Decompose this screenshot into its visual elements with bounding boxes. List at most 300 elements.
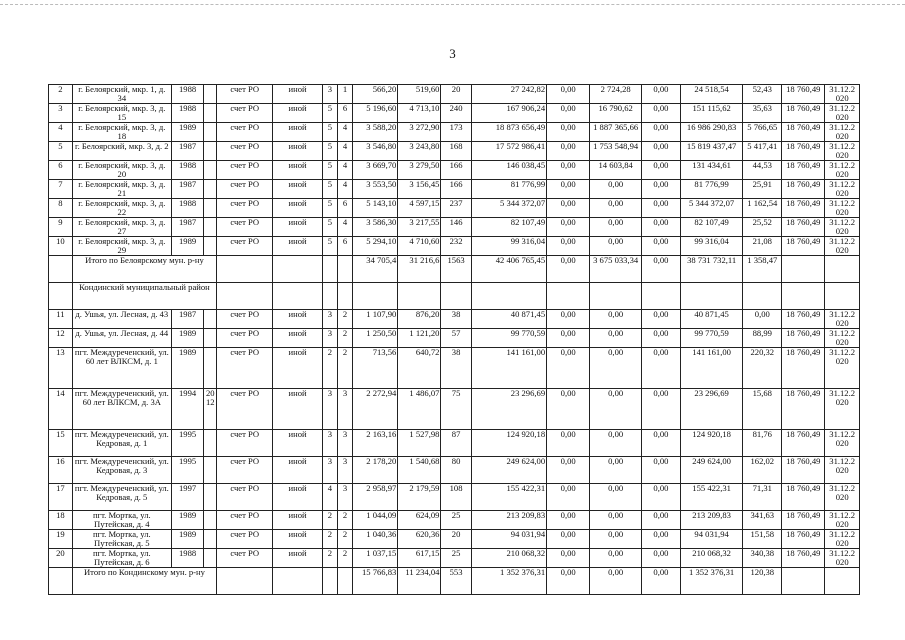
cost-part-2-cell: 14 603,84 — [590, 161, 642, 180]
cost-part-4-cell: 210 068,32 — [680, 549, 743, 568]
total-area-cell: 5 143,10 — [353, 199, 398, 218]
table-cell — [337, 568, 352, 595]
entrances-cell: 4 — [337, 161, 352, 180]
cost-part-2-cell: 0,00 — [590, 530, 642, 549]
table-cell — [825, 283, 860, 310]
table-row — [49, 549, 860, 568]
cost-part-3-cell: 0,00 — [642, 568, 681, 595]
cost-part-1-cell: 0,00 — [547, 123, 590, 142]
table-cell — [273, 256, 323, 283]
cost-part-1-cell: 0,00 — [547, 457, 590, 484]
cost-part-4-cell: 82 107,49 — [680, 218, 743, 237]
year-repair-cell — [204, 123, 217, 142]
address-cell: пгт. Мортка, ул. Путейская, д. 5 — [72, 530, 171, 549]
table-cell — [825, 568, 860, 595]
cost-part-4-cell: 15 819 437,47 — [680, 142, 743, 161]
row-number-cell: 19 — [49, 530, 73, 549]
address-cell: г. Белоярский, мкр. 3, д. 2 — [72, 142, 171, 161]
cost-part-2-cell: 16 790,62 — [590, 104, 642, 123]
total-cost-cell: 155 422,31 — [471, 484, 546, 511]
cost-part-3-cell: 0,00 — [642, 329, 681, 348]
cost-part-3-cell: 0,00 — [642, 237, 681, 256]
total-cost-cell: 167 906,24 — [471, 104, 546, 123]
cost-part-4-cell: 38 731 732,11 — [680, 256, 743, 283]
year-repair-cell — [204, 549, 217, 568]
deadline-date-cell: 31.12.2 020 — [825, 389, 860, 430]
floors-cell: 2 — [322, 348, 337, 389]
total-area-cell: 3 669,70 — [353, 161, 398, 180]
total-area-cell: 1 107,90 — [353, 310, 398, 329]
cost-part-2-cell: 0,00 — [590, 310, 642, 329]
cost-part-4-cell: 124 920,18 — [680, 430, 743, 457]
wall-type-cell: иной — [273, 85, 323, 104]
address-cell: пгт. Мортка, ул. Путейская, д. 6 — [72, 549, 171, 568]
cost-part-1-cell: 0,00 — [547, 218, 590, 237]
cost-limit-cell: 18 760,49 — [782, 85, 825, 104]
deadline-date-cell: 31.12.2 020 — [825, 123, 860, 142]
total-cost-cell: 5 344 372,07 — [471, 199, 546, 218]
cost-part-1-cell: 0,00 — [547, 484, 590, 511]
wall-type-cell: иной — [273, 530, 323, 549]
residents-cell: 57 — [441, 329, 471, 348]
table-cell — [825, 256, 860, 283]
row-number-cell: 16 — [49, 457, 73, 484]
year-built-cell: 1989 — [171, 237, 203, 256]
year-built-cell: 1988 — [171, 85, 203, 104]
table-cell — [273, 283, 323, 310]
cost-part-3-cell: 0,00 — [642, 389, 681, 430]
funding-source-cell: счет РО — [217, 123, 273, 142]
year-built-cell: 1988 — [171, 161, 203, 180]
wall-type-cell: иной — [273, 484, 323, 511]
unit-cost-cell: 52,43 — [743, 85, 782, 104]
cost-part-2-cell: 0,00 — [590, 329, 642, 348]
living-area-cell: 3 217,55 — [398, 218, 441, 237]
funding-source-cell: счет РО — [217, 161, 273, 180]
total-cost-cell: 17 572 986,41 — [471, 142, 546, 161]
subtotal-row — [49, 568, 860, 595]
entrances-cell: 6 — [337, 104, 352, 123]
row-number-cell: 4 — [49, 123, 73, 142]
district-header: Кондинский муниципальный район — [72, 283, 216, 310]
year-repair-cell — [204, 180, 217, 199]
residents-cell: 25 — [441, 549, 471, 568]
deadline-date-cell: 31.12.2 020 — [825, 161, 860, 180]
year-built-cell: 1988 — [171, 199, 203, 218]
address-cell: г. Белоярский, мкр. 3, д. 22 — [72, 199, 171, 218]
cost-part-1-cell: 0,00 — [547, 549, 590, 568]
living-area-cell: 3 156,45 — [398, 180, 441, 199]
floors-cell: 3 — [322, 310, 337, 329]
residents-cell: 80 — [441, 457, 471, 484]
floors-cell: 5 — [322, 161, 337, 180]
entrances-cell: 4 — [337, 180, 352, 199]
living-area-cell: 11 234,04 — [398, 568, 441, 595]
wall-type-cell: иной — [273, 142, 323, 161]
year-built-cell: 1995 — [171, 457, 203, 484]
funding-source-cell: счет РО — [217, 530, 273, 549]
residents-cell: 166 — [441, 161, 471, 180]
cost-limit-cell: 18 760,49 — [782, 484, 825, 511]
year-built-cell: 1989 — [171, 530, 203, 549]
funding-source-cell: счет РО — [217, 237, 273, 256]
entrances-cell: 3 — [337, 457, 352, 484]
year-repair-cell — [204, 142, 217, 161]
table-row — [49, 484, 860, 511]
living-area-cell: 617,15 — [398, 549, 441, 568]
funding-source-cell: счет РО — [217, 348, 273, 389]
unit-cost-cell: 21,08 — [743, 237, 782, 256]
table-row — [49, 348, 860, 389]
table-cell — [217, 283, 273, 310]
cost-part-2-cell: 0,00 — [590, 199, 642, 218]
wall-type-cell: иной — [273, 457, 323, 484]
row-number-cell: 18 — [49, 511, 73, 530]
living-area-cell: 1 540,68 — [398, 457, 441, 484]
cost-limit-cell: 18 760,49 — [782, 389, 825, 430]
unit-cost-cell: 120,38 — [743, 568, 782, 595]
year-repair-cell — [204, 199, 217, 218]
total-cost-cell: 141 161,00 — [471, 348, 546, 389]
entrances-cell: 2 — [337, 329, 352, 348]
residents-cell: 553 — [441, 568, 471, 595]
cost-limit-cell: 18 760,49 — [782, 104, 825, 123]
funding-source-cell: счет РО — [217, 329, 273, 348]
cost-limit-cell: 18 760,49 — [782, 511, 825, 530]
unit-cost-cell: 25,91 — [743, 180, 782, 199]
cost-part-4-cell: 23 296,69 — [680, 389, 743, 430]
year-built-cell: 1988 — [171, 104, 203, 123]
cost-limit-cell: 18 760,49 — [782, 530, 825, 549]
floors-cell: 5 — [322, 123, 337, 142]
cost-part-3-cell: 0,00 — [642, 104, 681, 123]
row-number-cell: 5 — [49, 142, 73, 161]
year-built-cell: 1988 — [171, 549, 203, 568]
table-cell — [49, 256, 73, 283]
residents-cell: 146 — [441, 218, 471, 237]
entrances-cell: 6 — [337, 199, 352, 218]
wall-type-cell: иной — [273, 218, 323, 237]
deadline-date-cell: 31.12.2 020 — [825, 310, 860, 329]
row-number-cell: 11 — [49, 310, 73, 329]
total-area-cell: 1 044,09 — [353, 511, 398, 530]
cost-part-4-cell: 94 031,94 — [680, 530, 743, 549]
total-cost-cell: 213 209,83 — [471, 511, 546, 530]
table-row — [49, 389, 860, 430]
cost-part-3-cell: 0,00 — [642, 161, 681, 180]
cost-limit-cell: 18 760,49 — [782, 549, 825, 568]
total-area-cell: 3 553,50 — [353, 180, 398, 199]
year-repair-cell — [204, 329, 217, 348]
wall-type-cell: иной — [273, 180, 323, 199]
floors-cell: 5 — [322, 142, 337, 161]
total-cost-cell: 1 352 376,31 — [471, 568, 546, 595]
unit-cost-cell: 162,02 — [743, 457, 782, 484]
residents-cell: 38 — [441, 310, 471, 329]
cost-part-1-cell: 0,00 — [547, 329, 590, 348]
living-area-cell: 3 279,50 — [398, 161, 441, 180]
row-number-cell: 10 — [49, 237, 73, 256]
row-number-cell: 3 — [49, 104, 73, 123]
cost-limit-cell: 18 760,49 — [782, 348, 825, 389]
cost-part-1-cell: 0,00 — [547, 180, 590, 199]
cost-part-3-cell: 0,00 — [642, 484, 681, 511]
floors-cell: 5 — [322, 180, 337, 199]
funding-source-cell: счет РО — [217, 457, 273, 484]
row-number-cell: 7 — [49, 180, 73, 199]
table-cell — [782, 568, 825, 595]
row-number-cell: 20 — [49, 549, 73, 568]
cost-part-3-cell: 0,00 — [642, 511, 681, 530]
year-built-cell: 1994 — [171, 389, 203, 430]
table-cell — [322, 283, 337, 310]
subtotal-label: Итого по Белоярскому мун. р-ну — [72, 256, 216, 283]
unit-cost-cell: 71,31 — [743, 484, 782, 511]
living-area-cell: 4 713,10 — [398, 104, 441, 123]
cost-limit-cell: 18 760,49 — [782, 180, 825, 199]
total-cost-cell: 40 871,45 — [471, 310, 546, 329]
address-cell: д. Ушья, ул. Лесная, д. 44 — [72, 329, 171, 348]
address-cell: пгт. Междуреченский, ул. Кедровая, д. 3 — [72, 457, 171, 484]
cost-part-3-cell: 0,00 — [642, 123, 681, 142]
entrances-cell: 3 — [337, 430, 352, 457]
table-cell — [273, 568, 323, 595]
residents-cell: 168 — [441, 142, 471, 161]
cost-part-3-cell: 0,00 — [642, 549, 681, 568]
total-area-cell: 3 546,80 — [353, 142, 398, 161]
year-built-cell: 1987 — [171, 310, 203, 329]
table-row — [49, 310, 860, 329]
unit-cost-cell: 88,99 — [743, 329, 782, 348]
address-cell: пгт. Мортка, ул. Путейская, д. 4 — [72, 511, 171, 530]
living-area-cell: 3 272,90 — [398, 123, 441, 142]
cost-part-3-cell: 0,00 — [642, 85, 681, 104]
year-built-cell: 1989 — [171, 511, 203, 530]
total-area-cell: 2 272,94 — [353, 389, 398, 430]
unit-cost-cell: 35,63 — [743, 104, 782, 123]
year-built-cell: 1989 — [171, 329, 203, 348]
total-cost-cell: 23 296,69 — [471, 389, 546, 430]
table-cell — [782, 283, 825, 310]
deadline-date-cell: 31.12.2 020 — [825, 530, 860, 549]
table-cell — [680, 283, 743, 310]
cost-part-3-cell: 0,00 — [642, 310, 681, 329]
year-repair-cell — [204, 348, 217, 389]
cost-part-3-cell: 0,00 — [642, 199, 681, 218]
living-area-cell: 624,09 — [398, 511, 441, 530]
address-cell: пгт. Междуреченский, ул. 60 лет ВЛКСМ, д. 3А — [72, 389, 171, 430]
residents-cell: 75 — [441, 389, 471, 430]
scan-edge-line — [0, 4, 905, 5]
funding-source-cell: счет РО — [217, 549, 273, 568]
cost-limit-cell: 18 760,49 — [782, 199, 825, 218]
floors-cell: 4 — [322, 484, 337, 511]
living-area-cell: 4 597,15 — [398, 199, 441, 218]
cost-part-4-cell: 155 422,31 — [680, 484, 743, 511]
address-cell: г. Белоярский, мкр. 1, д. 34 — [72, 85, 171, 104]
cost-part-1-cell: 0,00 — [547, 237, 590, 256]
funding-source-cell: счет РО — [217, 104, 273, 123]
entrances-cell: 2 — [337, 511, 352, 530]
residents-cell: 166 — [441, 180, 471, 199]
cost-part-3-cell: 0,00 — [642, 142, 681, 161]
residents-cell: 87 — [441, 430, 471, 457]
total-cost-cell: 146 038,45 — [471, 161, 546, 180]
cost-part-2-cell: 3 675 033,34 — [590, 256, 642, 283]
address-cell: г. Белоярский, мкр. 3, д. 29 — [72, 237, 171, 256]
total-area-cell: 1 250,50 — [353, 329, 398, 348]
total-cost-cell: 27 242,82 — [471, 85, 546, 104]
address-cell: д. Ушья, ул. Лесная, д. 43 — [72, 310, 171, 329]
floors-cell: 3 — [322, 457, 337, 484]
wall-type-cell: иной — [273, 161, 323, 180]
deadline-date-cell: 31.12.2 020 — [825, 85, 860, 104]
total-cost-cell: 249 624,00 — [471, 457, 546, 484]
cost-limit-cell: 18 760,49 — [782, 457, 825, 484]
unit-cost-cell: 15,68 — [743, 389, 782, 430]
deadline-date-cell: 31.12.2 020 — [825, 511, 860, 530]
entrances-cell: 2 — [337, 549, 352, 568]
funding-source-cell: счет РО — [217, 85, 273, 104]
unit-cost-cell: 5 766,65 — [743, 123, 782, 142]
address-cell: пгт. Междуреченский, ул. Кедровая, д. 1 — [72, 430, 171, 457]
subtotal-label: Итого по Кондинскому мун. р-ну — [72, 568, 216, 595]
entrances-cell: 3 — [337, 389, 352, 430]
table-cell — [353, 283, 398, 310]
district-header-row — [49, 283, 860, 310]
cost-part-2-cell: 0,00 — [590, 568, 642, 595]
total-area-cell: 34 705,4 — [353, 256, 398, 283]
deadline-date-cell: 31.12.2 020 — [825, 218, 860, 237]
year-built-cell: 1995 — [171, 430, 203, 457]
table-row — [49, 430, 860, 457]
cost-part-1-cell: 0,00 — [547, 199, 590, 218]
total-cost-cell: 18 873 656,49 — [471, 123, 546, 142]
address-cell: г. Белоярский, мкр. 3, д. 20 — [72, 161, 171, 180]
row-number-cell: 9 — [49, 218, 73, 237]
deadline-date-cell: 31.12.2 020 — [825, 348, 860, 389]
cost-part-4-cell: 40 871,45 — [680, 310, 743, 329]
year-built-cell: 1987 — [171, 180, 203, 199]
year-built-cell: 1997 — [171, 484, 203, 511]
row-number-cell: 8 — [49, 199, 73, 218]
funding-source-cell: счет РО — [217, 310, 273, 329]
cost-part-1-cell: 0,00 — [547, 85, 590, 104]
row-number-cell: 13 — [49, 348, 73, 389]
total-cost-cell: 210 068,32 — [471, 549, 546, 568]
unit-cost-cell: 1 358,47 — [743, 256, 782, 283]
residents-cell: 232 — [441, 237, 471, 256]
year-repair-cell — [204, 457, 217, 484]
year-repair-cell — [204, 430, 217, 457]
total-cost-cell: 94 031,94 — [471, 530, 546, 549]
wall-type-cell: иной — [273, 310, 323, 329]
unit-cost-cell: 81,76 — [743, 430, 782, 457]
living-area-cell: 1 486,07 — [398, 389, 441, 430]
cost-part-2-cell: 0,00 — [590, 237, 642, 256]
table-cell — [642, 283, 681, 310]
cost-part-4-cell: 131 434,61 — [680, 161, 743, 180]
entrances-cell: 4 — [337, 218, 352, 237]
unit-cost-cell: 220,32 — [743, 348, 782, 389]
cost-part-1-cell: 0,00 — [547, 161, 590, 180]
table-row — [49, 237, 860, 256]
row-number-cell: 14 — [49, 389, 73, 430]
cost-part-3-cell: 0,00 — [642, 430, 681, 457]
floors-cell: 5 — [322, 218, 337, 237]
total-cost-cell: 42 406 765,45 — [471, 256, 546, 283]
cost-part-3-cell: 0,00 — [642, 530, 681, 549]
total-cost-cell: 81 776,99 — [471, 180, 546, 199]
unit-cost-cell: 1 162,54 — [743, 199, 782, 218]
residents-cell: 25 — [441, 511, 471, 530]
living-area-cell: 4 710,60 — [398, 237, 441, 256]
unit-cost-cell: 340,38 — [743, 549, 782, 568]
living-area-cell: 1 121,20 — [398, 329, 441, 348]
cost-part-4-cell: 5 344 372,07 — [680, 199, 743, 218]
living-area-cell: 31 216,6 — [398, 256, 441, 283]
funding-source-cell: счет РО — [217, 142, 273, 161]
deadline-date-cell: 31.12.2 020 — [825, 329, 860, 348]
total-area-cell: 3 588,20 — [353, 123, 398, 142]
floors-cell: 5 — [322, 237, 337, 256]
address-cell: г. Белоярский, мкр. 3, д. 21 — [72, 180, 171, 199]
entrances-cell: 6 — [337, 237, 352, 256]
funding-source-cell: счет РО — [217, 218, 273, 237]
cost-part-4-cell: 81 776,99 — [680, 180, 743, 199]
unit-cost-cell: 0,00 — [743, 310, 782, 329]
cost-part-2-cell: 0,00 — [590, 180, 642, 199]
address-cell: г. Белоярский, мкр. 3, д. 15 — [72, 104, 171, 123]
cost-part-2-cell: 0,00 — [590, 218, 642, 237]
year-built-cell: 1987 — [171, 218, 203, 237]
funding-source-cell: счет РО — [217, 430, 273, 457]
cost-part-1-cell: 0,00 — [547, 104, 590, 123]
cost-limit-cell: 18 760,49 — [782, 161, 825, 180]
entrances-cell: 4 — [337, 142, 352, 161]
table-row — [49, 161, 860, 180]
funding-source-cell: счет РО — [217, 389, 273, 430]
unit-cost-cell: 25,52 — [743, 218, 782, 237]
floors-cell: 5 — [322, 199, 337, 218]
deadline-date-cell: 31.12.2 020 — [825, 430, 860, 457]
table-row — [49, 142, 860, 161]
repair-program-table — [48, 84, 860, 595]
entrances-cell: 2 — [337, 310, 352, 329]
total-cost-cell: 99 770,59 — [471, 329, 546, 348]
wall-type-cell: иной — [273, 123, 323, 142]
residents-cell: 237 — [441, 199, 471, 218]
table-cell — [49, 568, 73, 595]
row-number-cell: 12 — [49, 329, 73, 348]
floors-cell: 2 — [322, 530, 337, 549]
cost-part-2-cell: 0,00 — [590, 348, 642, 389]
residents-cell: 173 — [441, 123, 471, 142]
table-cell — [471, 283, 546, 310]
deadline-date-cell: 31.12.2 020 — [825, 237, 860, 256]
cost-part-1-cell: 0,00 — [547, 389, 590, 430]
cost-limit-cell: 18 760,49 — [782, 430, 825, 457]
cost-part-2-cell: 0,00 — [590, 457, 642, 484]
table-cell — [590, 283, 642, 310]
cost-limit-cell: 18 760,49 — [782, 123, 825, 142]
total-area-cell: 2 178,20 — [353, 457, 398, 484]
cost-part-1-cell: 0,00 — [547, 256, 590, 283]
deadline-date-cell: 31.12.2 020 — [825, 142, 860, 161]
cost-part-1-cell: 0,00 — [547, 310, 590, 329]
cost-part-1-cell: 0,00 — [547, 530, 590, 549]
table-row — [49, 457, 860, 484]
